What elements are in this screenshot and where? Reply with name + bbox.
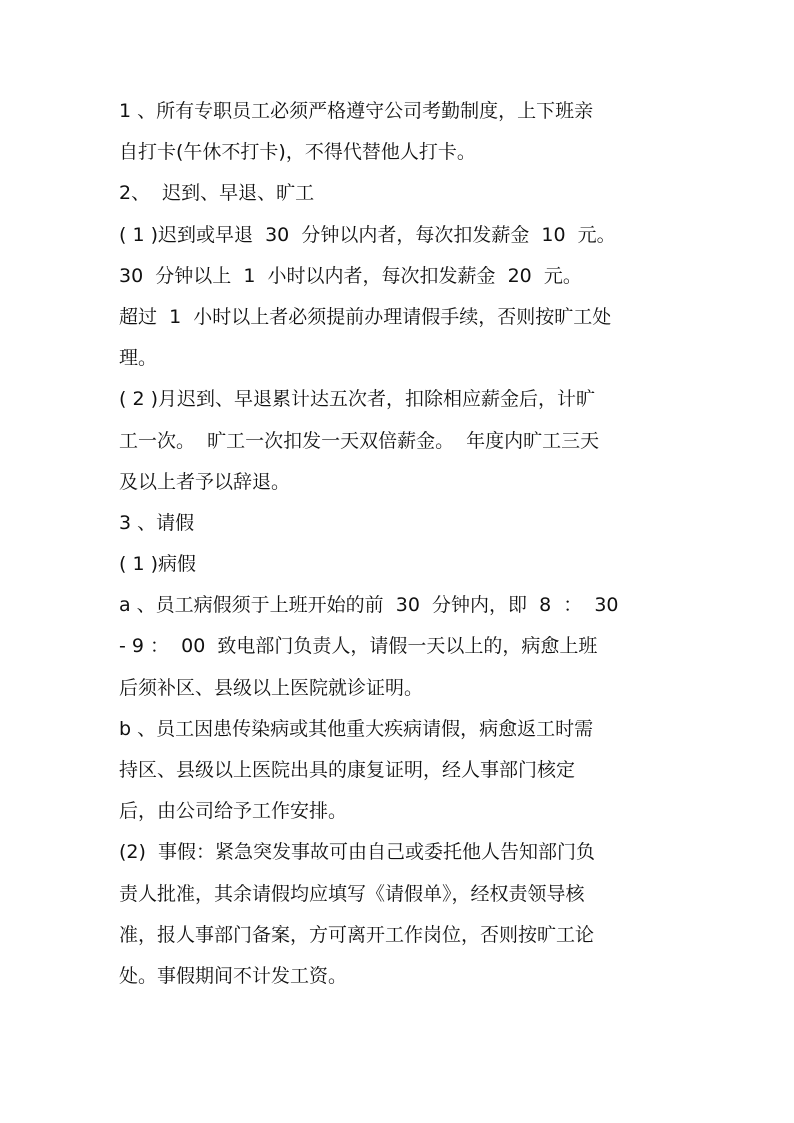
text-line: a 、员工病假须于上班开始的前 30 分钟内，即 8 ： 30 bbox=[119, 594, 619, 617]
text-line: ( 1 )迟到或早退 30 分钟以内者，每次扣发薪金 10 元。 bbox=[119, 223, 616, 246]
text-line: - 9 ： 00 致电部门负责人，请假一天以上的，病愈上班 bbox=[119, 635, 598, 658]
section-heading: 3 、请假 bbox=[119, 511, 195, 534]
text-line: 自打卡(午休不打卡)，不得代替他人打卡。 bbox=[119, 141, 476, 164]
text-line: ( 2 )月迟到、早退累计达五次者，扣除相应薪金后，计旷 bbox=[119, 388, 595, 411]
text-line: 及以上者予以辞退。 bbox=[119, 470, 291, 493]
text-line: 处。事假期间不计发工资。 bbox=[119, 964, 348, 987]
text-line: 30 分钟以上 1 小时以内者，每次扣发薪金 20 元。 bbox=[119, 264, 582, 287]
text-line: 后，由公司给予工作安排。 bbox=[119, 800, 348, 823]
text-line: 工一次。 旷工一次扣发一天双倍薪金。 年度内旷工三天 bbox=[119, 429, 600, 452]
text-line: 超过 1 小时以上者必须提前办理请假手续，否则按旷工处 bbox=[119, 305, 612, 328]
text-line: 准，报人事部门备案，方可离开工作岗位，否则按旷工论 bbox=[119, 923, 595, 946]
text-line: (2) 事假：紧急突发事故可由自己或委托他人告知部门负 bbox=[119, 841, 595, 864]
text-line: 持区、县级以上医院出具的康复证明，经人事部门核定 bbox=[119, 759, 576, 781]
text-line: 后须补区、县级以上医院就诊证明。 bbox=[119, 676, 424, 699]
document-body bbox=[119, 91, 675, 997]
subsection-heading: ( 1 )病假 bbox=[119, 553, 196, 576]
text-line: 理。 bbox=[119, 347, 158, 370]
text-line: b 、员工因患传染病或其他重大疾病请假，病愈返工时需 bbox=[119, 717, 594, 740]
section-heading: 2、 迟到、早退、旷工 bbox=[119, 182, 315, 205]
text-line: 1 、所有专职员工必须严格遵守公司考勤制度，上下班亲 bbox=[119, 100, 594, 122]
text-line: 责人批准，其余请假均应填写《请假单》，经权责领导核 bbox=[119, 882, 585, 905]
